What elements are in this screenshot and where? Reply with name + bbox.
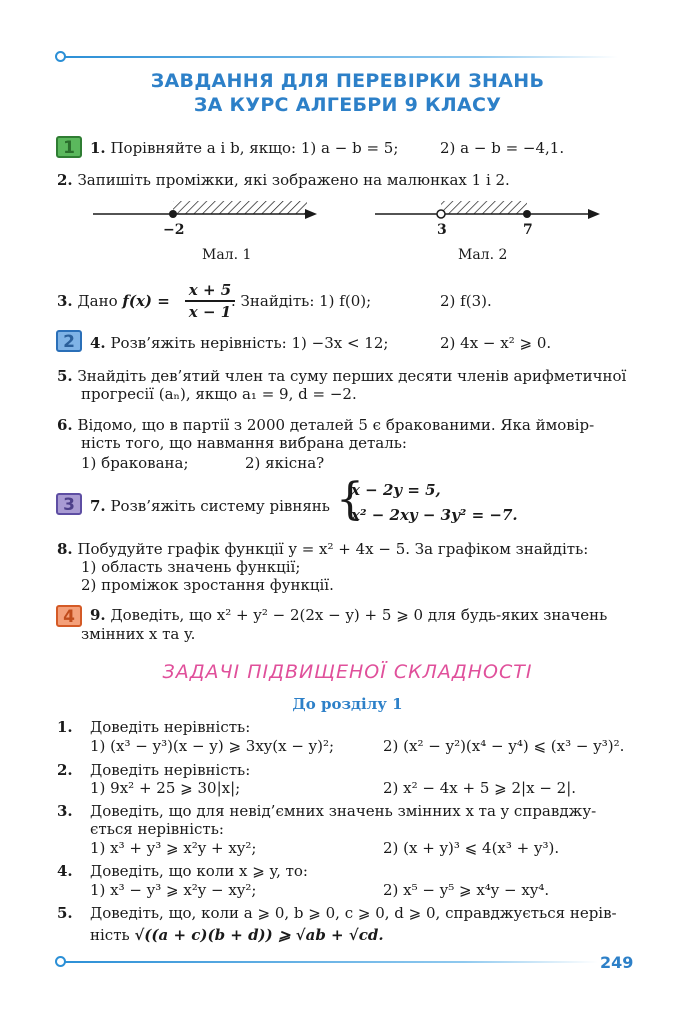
- fraction-numerator: x + 5: [188, 281, 232, 299]
- problem-5-inequality: √((a + c)(b + d)) ⩾ √ab + √cd.: [134, 926, 384, 944]
- fig2-label-left: 3: [437, 222, 447, 238]
- task-text: Порівняйте a і b, якщо: 1) a − b = 5;: [110, 139, 399, 157]
- task-number: 1.: [90, 139, 106, 157]
- bottom-rule-dot: [55, 956, 66, 967]
- task-number: 6.: [57, 416, 73, 434]
- level-3-badge: 3: [56, 493, 82, 515]
- problem-2-part-a: 1) 9x² + 25 ⩾ 30|x|;: [90, 779, 241, 797]
- problem-5-text: Доведіть, що, коли a ⩾ 0, b ⩾ 0, c ⩾ 0, d ⩾ 0, справджується нерів-: [90, 904, 617, 922]
- problem-2-text: Доведіть нерівність:: [90, 761, 251, 779]
- task-6-line2: ність того, що навмання вибрана деталь:: [81, 434, 407, 452]
- problem-5: [57, 904, 73, 922]
- problem-4-part-b: 2) x⁵ − y⁵ ⩾ x⁴y − xy⁴.: [383, 881, 550, 899]
- task-4: [90, 334, 388, 352]
- fraction-denominator: x − 1: [188, 303, 232, 321]
- number-line-1: [93, 201, 317, 219]
- task-3-question: . Знайдіть: 1) f(0);: [231, 292, 372, 310]
- advanced-section-subtitle: До розділу 1: [292, 695, 403, 713]
- task-text: Знайдіть дев’ятий член та суму перших десяти членів арифметичної: [77, 367, 627, 385]
- level-2-badge: 2: [56, 330, 82, 352]
- system-brace: {: [336, 474, 364, 525]
- task-number: 9.: [90, 606, 106, 624]
- task-1: [90, 139, 398, 157]
- level-1-badge: 1: [56, 136, 82, 158]
- number-line-2: [375, 201, 600, 219]
- problem-1: [57, 718, 73, 736]
- problem-3-part-a: 1) x³ + y³ ⩾ x²y + xy²;: [90, 839, 257, 857]
- task-9-line2: змінних x та y.: [81, 625, 196, 643]
- fig2-label-right: 7: [523, 222, 533, 238]
- problem-number: 5.: [57, 904, 73, 922]
- task-7: [90, 497, 330, 515]
- task-number: 3.: [57, 292, 73, 310]
- fig1-caption: Мал. 1: [202, 247, 252, 263]
- problem-2: [57, 761, 73, 779]
- task-number: 8.: [57, 540, 73, 558]
- task-6-option-2: 2) якісна?: [245, 454, 325, 472]
- task-text: Доведіть, що x² + y² − 2(2x − y) + 5 ⩾ 0 для будь-яких значень: [110, 606, 608, 624]
- task-text: Розв’яжіть нерівність: 1) −3x < 12;: [110, 334, 389, 352]
- problem-2-part-b: 2) x² − 4x + 5 ⩾ 2|x − 2|.: [383, 779, 577, 797]
- task-6-option-1: 1) бракована;: [81, 454, 189, 472]
- task-text: Розв’яжіть систему рівнянь: [110, 497, 330, 515]
- task-3: [57, 292, 170, 310]
- problem-3: [57, 802, 73, 820]
- problem-3-part-b: 2) (x + y)³ ⩽ 4(x³ + y³).: [383, 839, 560, 857]
- fig1-label: −2: [163, 222, 185, 238]
- task-4-part-2: 2) 4x − x² ⩾ 0.: [440, 334, 552, 352]
- problem-4-part-a: 1) x³ − y³ ⩾ x²y − xy²;: [90, 881, 257, 899]
- task-number: 7.: [90, 497, 106, 515]
- page-number: 249: [600, 953, 634, 972]
- task-8-line3: 2) проміжок зростання функції.: [81, 576, 334, 594]
- task-text: Відомо, що в партії з 2000 деталей 5 є бракованими. Яка ймовір-: [77, 416, 595, 434]
- task-number: 5.: [57, 367, 73, 385]
- advanced-section-title: ЗАДАЧІ ПІДВИЩЕНОЇ СКЛАДНОСТІ: [162, 661, 533, 683]
- problem-1-text: Доведіть нерівність:: [90, 718, 251, 736]
- task-5-line2: прогресії (aₙ), якщо a₁ = 9, d = −2.: [81, 385, 357, 403]
- problem-4: [57, 862, 73, 880]
- problem-number: 4.: [57, 862, 73, 880]
- task-5: [57, 367, 626, 385]
- problem-1-part-b: 2) (x² − y²)(x⁴ − y⁴) ⩽ (x³ − y³)².: [383, 737, 625, 755]
- problem-number: 1.: [57, 718, 73, 736]
- problem-4-text: Доведіть, що коли x ⩾ y, то:: [90, 862, 308, 880]
- task-text: Дано: [77, 292, 118, 310]
- fraction-bar: [185, 300, 235, 302]
- problem-1-part-a: 1) (x³ − y³)(x − y) ⩾ 3xy(x − y)²;: [90, 737, 335, 755]
- page-title-line1: ЗАВДАННЯ ДЛЯ ПЕРЕВІРКИ ЗНАНЬ: [150, 70, 545, 92]
- task-9: [90, 606, 607, 624]
- system-equation-1: x − 2y = 5,: [351, 481, 441, 499]
- closed-point: [169, 210, 177, 218]
- task-text: Побудуйте графік функції y = x² + 4x − 5. За графіком знайдіть:: [77, 540, 589, 558]
- task-8-line2: 1) область значень функції;: [81, 558, 301, 576]
- fig2-caption: Мал. 2: [458, 247, 508, 263]
- problem-5-line2-text: ність: [90, 926, 130, 944]
- task-text: Запишіть проміжки, які зображено на малюнках 1 і 2.: [77, 171, 510, 189]
- problem-3-text: Доведіть, що для невід’ємних значень змінних x та y справджу-: [90, 802, 597, 820]
- task-1-part-2: 2) a − b = −4,1.: [440, 139, 565, 157]
- open-point: [437, 210, 445, 218]
- problem-number: 2.: [57, 761, 73, 779]
- top-rule-dot: [55, 51, 66, 62]
- task-number: 4.: [90, 334, 106, 352]
- level-4-badge: 4: [56, 605, 82, 627]
- task-3-part-2: 2) f(3).: [440, 292, 492, 310]
- task-6: [57, 416, 594, 434]
- problem-5-line2: [90, 926, 384, 944]
- page-title-line2: ЗА КУРС АЛГЕБРИ 9 КЛАСУ: [193, 94, 502, 116]
- closed-point: [523, 210, 531, 218]
- top-rule: [58, 56, 618, 58]
- system-equation-2: x² − 2xy − 3y² = −7.: [351, 506, 518, 524]
- task-8: [57, 540, 588, 558]
- task-number: 2.: [57, 171, 73, 189]
- problem-number: 3.: [57, 802, 73, 820]
- problem-3-line2: ється нерівність:: [90, 820, 224, 838]
- task-2: [57, 171, 510, 189]
- function-name: f(x) =: [122, 292, 170, 310]
- bottom-rule: [58, 961, 598, 963]
